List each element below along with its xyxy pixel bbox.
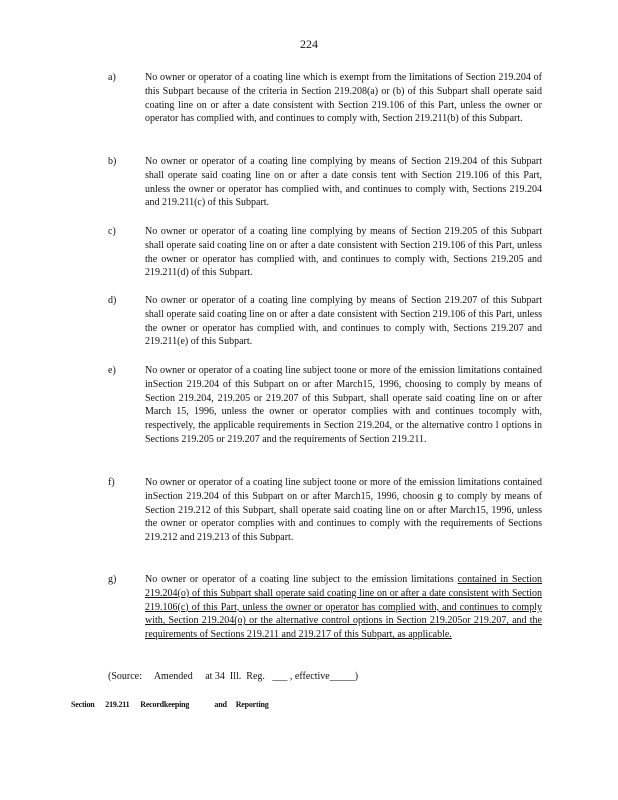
paragraph-text: No owner or operator of a coating line subject toone or more of the emission limitations contained inSection 219.204 of this Subpart on or after March15, 1996, choosin g to comply by means of Section 219.212 of this Subpart, shall operate said coating line on or after March15, 1996, unless the owner or operator complies with and continues to comply with the requirements of Sections 219.212 and 219.213 of this Subpart.	[145, 477, 542, 544]
paragraph-label: d)	[108, 295, 117, 306]
paragraph-label: g)	[108, 574, 117, 585]
paragraph-label: e)	[108, 365, 116, 376]
paragraph-label: f)	[108, 477, 115, 488]
paragraph-text: No owner or operator of a coating line subject toone or more of the emission limitations contained inSection 219.204 of this Subpart on or after March15, 1996, choosing to comply by means of Section 219.204, 219.205 or 219.207 of this Subpart, shall operate said coating line on or after March 15, 1996, unless the owner or operator complies with and continues tocomply with, respectively, the applicable requirements in Section 219.204, or the alternative contro l options in Sections 219.205 or 219.207 and the requirements of Section 219.211.	[145, 365, 542, 445]
paragraph-text: No owner or operator of a coating line complying by means of Section 219.204 of this Subpart shall operate said coating line on or after a date consis tent with Section 219.106 of this Part, unless the owner or operator has complied with, and continues to comply with, Sections 219.204 and 219.211(c) of this Subpart.	[145, 156, 542, 209]
paragraph-label: c)	[108, 226, 116, 237]
page-number: 224	[300, 37, 318, 51]
inserted-underlined-text: contained in Section 219.204(o) of this Subpart shall operate said coating line on or after a date consistent with Section 219.106(c) of this Part, unless the owner or operator has complied with, and continues to comply with, Section 219.204(o) or the alternative control options in Section 219.205or 219.207, and the requirements of Sections 219.211 and 219.217 of this Subpart, as applicable.	[145, 574, 542, 641]
paragraph-text	[145, 573, 542, 642]
paragraph-label: a)	[108, 72, 116, 83]
paragraph-label: b)	[108, 156, 117, 167]
paragraph-d	[108, 294, 544, 349]
paragraph-c	[108, 225, 544, 280]
paragraph-b	[108, 155, 544, 210]
paragraph-e	[108, 364, 544, 447]
paragraph-g	[108, 573, 544, 642]
paragraph-text-plain: No owner or operator of a coating line subject to the emission limitations	[145, 574, 454, 585]
paragraph-f	[108, 476, 544, 545]
paragraph-text: No owner or operator of a coating line complying by means of Section 219.207 of this Subpart shall operate said coating line on or after a date consistent with Section 219.106 of this Part, unless the owner or operator has complied with, and continues to comply with, Sections 219.207 and 219.211(e) of this Subpart.	[145, 295, 542, 348]
section-heading: Section 219.211 Recordkeeping and Reporting	[71, 700, 269, 709]
paragraph-text: No owner or operator of a coating line complying by means of Section 219.205 of this Subpart shall operate said coating line on or after a date consistent with Section 219.106 of this Part, unless the owner or operator has complied with, and continues to comply with, Sections 219.205 and 219.211(d) of this Subpart.	[145, 226, 542, 279]
source-note: (Source: Amended at 34 Ill. Reg. ___ , effective_____)	[108, 671, 359, 682]
paragraph-a	[108, 71, 544, 126]
paragraph-text: No owner or operator of a coating line which is exempt from the limitations of Section 219.204 of this Subpart because of the criteria in Section 219.208(a) or (b) of this Subpart shall operate said coating line on or after a date consistent with Section 219.106 of this Part, unless the owner or operator has complied with, and continues to comply with, Section 219.211(b) of this Subpart.	[145, 72, 542, 125]
